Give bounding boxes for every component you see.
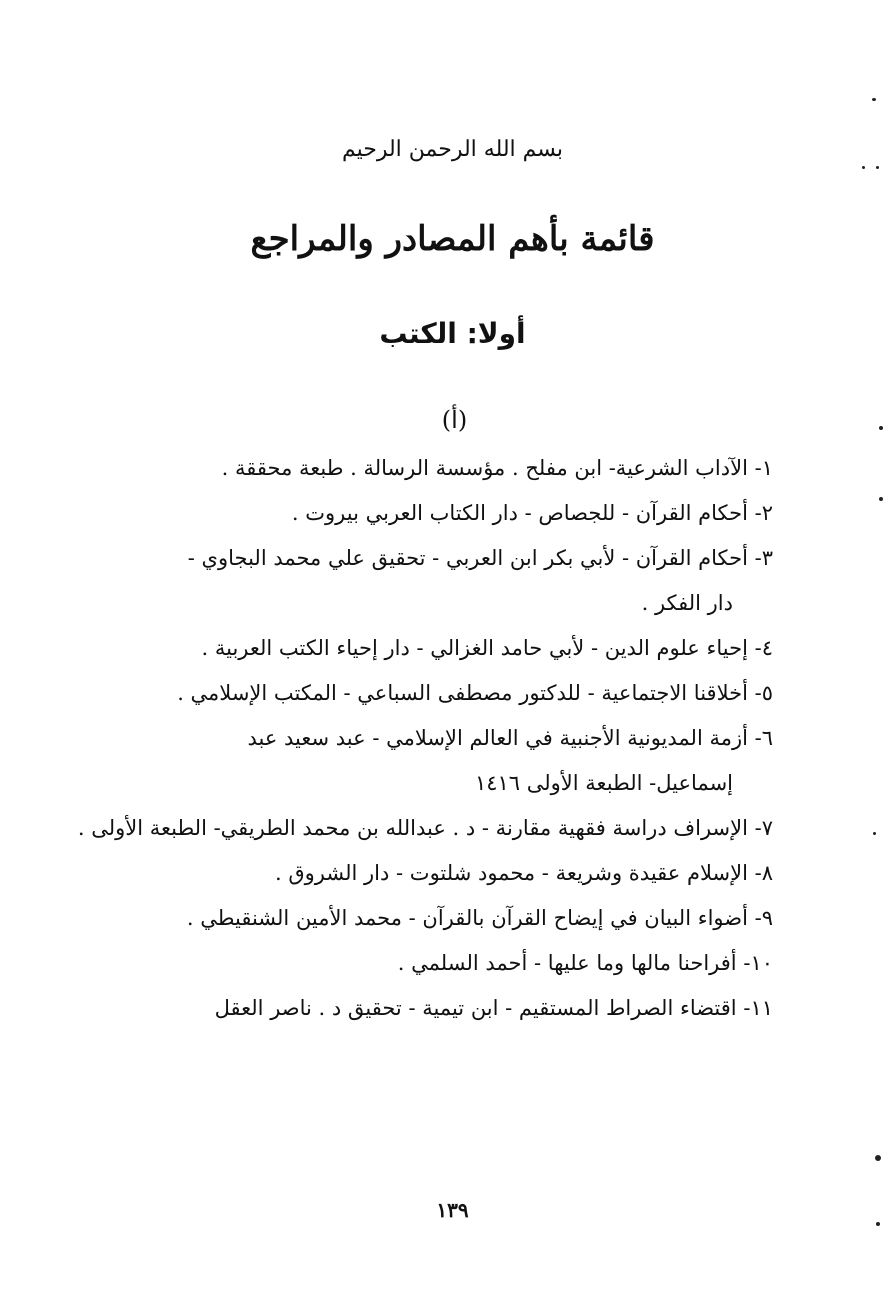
reference-number: ٩ xyxy=(761,906,773,930)
scan-speck xyxy=(876,166,879,169)
reference-text: أفراحنا مالها وما عليها - أحمد السلمي . xyxy=(397,951,737,975)
reference-item: ٦- أزمة المديونية الأجنبية في العالم الإسلامي - عبد سعيد عبد إسماعيل- الطبعة الأولى ١٤١٦ xyxy=(73,716,773,806)
reference-item: ٧- الإسراف دراسة فقهية مقارنة - د . عبدالله بن محمد الطريقي- الطبعة الأولى . xyxy=(77,816,773,840)
reference-item: ٣- أحكام القرآن - لأبي بكر ابن العربي - تحقيق علي محمد البجاوي - دار الفكر . xyxy=(73,536,773,626)
reference-item: ٩- أضواء البيان في إيضاح القرآن بالقرآن - محمد الأمين الشنقيطي . xyxy=(186,906,773,930)
reference-item: ١١- اقتضاء الصراط المستقيم - ابن تيمية - تحقيق د . ناصر العقل xyxy=(214,996,773,1020)
letter-heading: (أ) xyxy=(441,406,468,434)
reference-text: أحكام القرآن - للجصاص - دار الكتاب العربي بيروت . xyxy=(291,501,748,525)
reference-number: ٢ xyxy=(761,501,773,525)
reference-text: أضواء البيان في إيضاح القرآن بالقرآن - محمد الأمين الشنقيطي . xyxy=(186,906,748,930)
reference-text: الإسلام عقيدة وشريعة - محمود شلتوت - دار الشروق . xyxy=(275,861,748,885)
scan-speck xyxy=(876,1222,880,1226)
page-number: ١٣٩ xyxy=(436,1198,469,1222)
scan-speck xyxy=(862,166,865,169)
section-title: أولا: الكتب xyxy=(379,317,526,350)
reference-text: اقتضاء الصراط المستقيم - ابن تيمية - تحقيق د . ناصر العقل xyxy=(214,996,737,1020)
basmala: بسم الله الرحمن الرحيم xyxy=(341,137,564,162)
reference-number: ٣ xyxy=(761,546,773,570)
reference-list xyxy=(73,446,773,1031)
reference-number: ١ xyxy=(761,456,773,480)
scan-speck xyxy=(872,98,876,101)
reference-text: الآداب الشرعية- ابن مفلح . مؤسسة الرسالة . طبعة محققة . xyxy=(221,456,748,480)
reference-number: ٥ xyxy=(761,681,773,705)
reference-number: ١٠ xyxy=(750,951,773,975)
reference-number: ٤ xyxy=(761,636,773,660)
scan-speck xyxy=(879,426,883,430)
scan-speck xyxy=(873,832,876,835)
reference-item: ١٠- أفراحنا مالها وما عليها - أحمد السلمي . xyxy=(397,951,773,975)
reference-text: الإسراف دراسة فقهية مقارنة - د . عبدالله بن محمد الطريقي- الطبعة الأولى . xyxy=(77,816,748,840)
reference-continuation: إسماعيل- الطبعة الأولى ١٤١٦ xyxy=(474,771,733,795)
reference-text: أحكام القرآن - لأبي بكر ابن العربي - تحقيق علي محمد البجاوي - xyxy=(187,546,748,570)
reference-number: ٧ xyxy=(761,816,773,840)
scan-speck xyxy=(875,1155,881,1161)
reference-text: إحياء علوم الدين - لأبي حامد الغزالي - دار إحياء الكتب العربية . xyxy=(201,636,748,660)
reference-number: ٦ xyxy=(761,726,773,750)
reference-item: ٥- أخلاقنا الاجتماعية - للدكتور مصطفى السباعي - المكتب الإسلامي . xyxy=(177,681,773,705)
reference-item: ١- الآداب الشرعية- ابن مفلح . مؤسسة الرسالة . طبعة محققة . xyxy=(221,456,773,480)
reference-item: ٢- أحكام القرآن - للجصاص - دار الكتاب العربي بيروت . xyxy=(291,501,773,525)
scan-speck xyxy=(879,497,883,501)
reference-number: ١١ xyxy=(750,996,773,1020)
reference-text: أخلاقنا الاجتماعية - للدكتور مصطفى السباعي - المكتب الإسلامي . xyxy=(177,681,748,705)
reference-text: أزمة المديونية الأجنبية في العالم الإسلامي - عبد سعيد عبد xyxy=(247,726,748,750)
reference-item: ٨- الإسلام عقيدة وشريعة - محمود شلتوت - دار الشروق . xyxy=(275,861,773,885)
page-title: قائمة بأهم المصادر والمراجع xyxy=(250,219,655,259)
reference-number: ٨ xyxy=(761,861,773,885)
reference-item: ٤- إحياء علوم الدين - لأبي حامد الغزالي - دار إحياء الكتب العربية . xyxy=(201,636,773,660)
reference-continuation: دار الفكر . xyxy=(641,591,733,615)
